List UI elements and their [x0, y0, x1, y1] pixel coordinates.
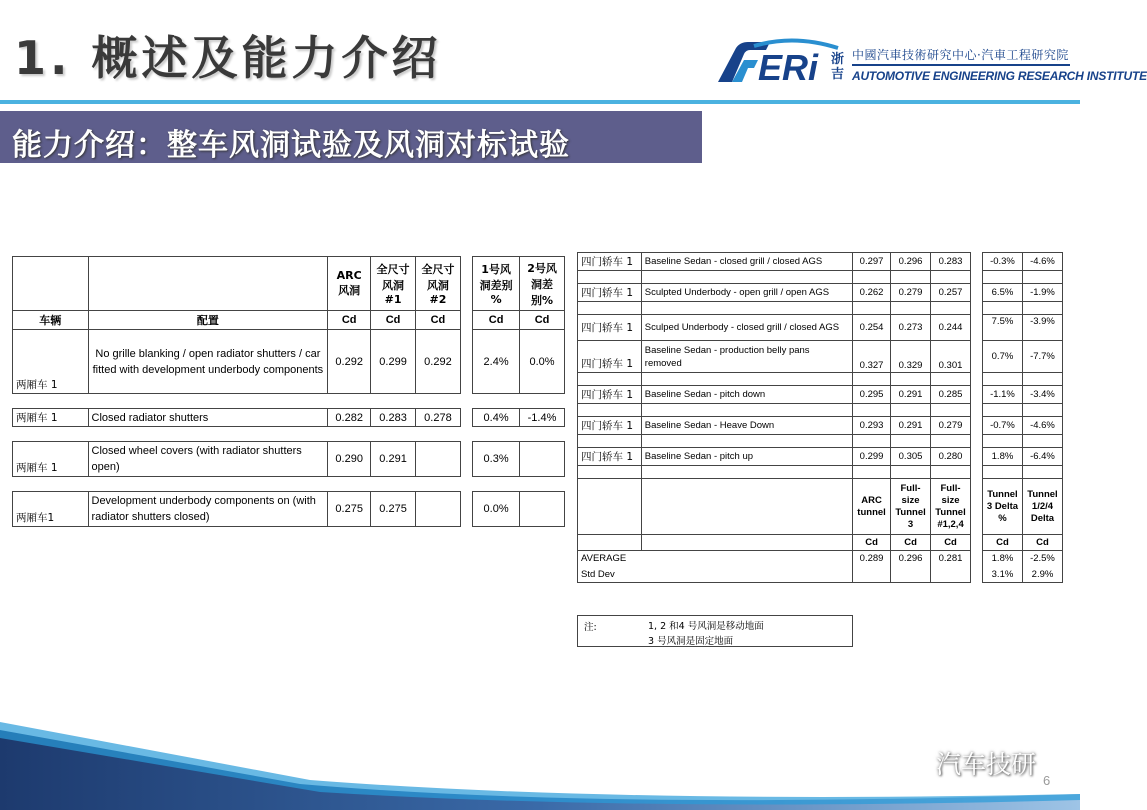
row-vehicle: 两厢车1: [13, 492, 89, 527]
header-arc: ARC 风洞: [328, 257, 371, 311]
row-arc: 0.254: [853, 315, 891, 341]
row-diff2: [520, 492, 565, 527]
table-row: [578, 284, 1063, 302]
stddev-d3: 3.1%: [982, 567, 1022, 583]
row-t3: 0.291: [891, 417, 931, 435]
section-title-bar: [0, 111, 702, 163]
average-t124: 0.281: [931, 551, 971, 567]
table-row: [578, 253, 1063, 271]
row-t124: 0.279: [931, 417, 971, 435]
row-vehicle: 四门轿车 1: [578, 341, 642, 373]
row-config: Development underbody components on (with radiator shutters closed): [88, 492, 328, 527]
page-number: 6: [1043, 773, 1051, 788]
row-arc: 0.282: [328, 409, 371, 427]
row-full2: [416, 492, 461, 527]
row-arc: 0.290: [328, 442, 371, 477]
header-blank: [88, 257, 328, 311]
row-vehicle: 两厢车 1: [13, 442, 89, 477]
stddev-d124: 2.9%: [1022, 567, 1062, 583]
row-full1: 0.275: [371, 492, 416, 527]
row-full2: 0.292: [416, 330, 461, 394]
note-line-2: 3 号风洞是固定地面: [648, 636, 734, 647]
row-diff1: 0.3%: [473, 442, 520, 477]
row-t124: 0.283: [931, 253, 971, 271]
row-arc: 0.295: [853, 386, 891, 404]
table-row: [13, 409, 565, 427]
table-row: [13, 492, 565, 527]
header-tunnel124: Full-size Tunnel #1,2,4: [931, 479, 971, 535]
row-config: Closed radiator shutters: [88, 409, 328, 427]
row-config: Baseline Sedan - closed grill / closed AGS: [641, 253, 852, 271]
page-title: 1. 概述及能力介绍: [14, 31, 442, 85]
row-d124: -4.6%: [1022, 253, 1062, 271]
row-arc: 0.299: [853, 448, 891, 466]
row-diff1: 2.4%: [473, 330, 520, 394]
row-diff2: 0.0%: [520, 330, 565, 394]
header-vehicle: 车辆: [13, 311, 89, 330]
row-d124: -3.4%: [1022, 386, 1062, 404]
average-label: AVERAGE: [578, 551, 853, 567]
row-config: Sculpted Underbody - open grill / open AGS: [641, 284, 852, 302]
row-d3: 7.5%: [982, 315, 1022, 341]
logo-seal: 浙吉: [831, 52, 845, 82]
header-diff1: 1号风洞差别 %: [473, 257, 520, 311]
row-config: Baseline Sedan - production belly pans removed: [641, 341, 852, 373]
row-vehicle: 两厢车 1: [13, 409, 89, 427]
table-row: [578, 341, 1063, 373]
row-t124: 0.257: [931, 284, 971, 302]
logo-divider: [852, 64, 1070, 66]
row-config: Closed wheel covers (with radiator shutters open): [88, 442, 328, 477]
average-d3: 1.8%: [982, 551, 1022, 567]
row-arc: 0.327: [853, 341, 891, 373]
row-d124: -3.9%: [1022, 315, 1062, 341]
table-row: [578, 315, 1063, 341]
row-t3: 0.296: [891, 253, 931, 271]
header-cd: Cd: [328, 311, 371, 330]
row-arc: 0.293: [853, 417, 891, 435]
row-d3: 0.7%: [982, 341, 1022, 373]
row-t124: 0.280: [931, 448, 971, 466]
row-t3: 0.291: [891, 386, 931, 404]
row-d124: -4.6%: [1022, 417, 1062, 435]
aeri-logo-mark: [714, 38, 844, 86]
row-arc: 0.262: [853, 284, 891, 302]
logo-chinese-name: 中國汽車技術研究中心·汽車工程研究院: [852, 48, 1069, 62]
header-full1: 全尺寸风洞 #1: [371, 257, 416, 311]
row-d124: -7.7%: [1022, 341, 1062, 373]
header-cd: Cd: [853, 535, 891, 551]
row-t3: 0.273: [891, 315, 931, 341]
svg-text:ERi: ERi: [758, 47, 819, 88]
row-config: Baseline Sedan - pitch up: [641, 448, 852, 466]
average-arc: 0.289: [853, 551, 891, 567]
row-vehicle: 四门轿车 1: [578, 284, 642, 302]
row-t3: 0.279: [891, 284, 931, 302]
table-row: [13, 442, 565, 477]
header-cd: Cd: [982, 535, 1022, 551]
note-label: 注:: [584, 622, 597, 633]
row-diff1: 0.4%: [473, 409, 520, 427]
header-cd: Cd: [473, 311, 520, 330]
row-config: Baseline Sedan - pitch down: [641, 386, 852, 404]
table-row: [13, 330, 565, 394]
row-full1: 0.299: [371, 330, 416, 394]
row-t124: 0.244: [931, 315, 971, 341]
average-row: [578, 551, 1063, 567]
row-d3: 6.5%: [982, 284, 1022, 302]
header-cd: Cd: [1022, 535, 1062, 551]
header-config: 配置: [88, 311, 328, 330]
header-tunnel124-delta: Tunnel 1/2/4 Delta: [1022, 479, 1062, 535]
logo-english-name: AUTOMOTIVE ENGINEERING RESEARCH INSTITUTE: [852, 69, 1147, 83]
row-d3: 1.8%: [982, 448, 1022, 466]
note-line-1: 1, 2 和4 号风洞是移动地面: [648, 621, 764, 632]
row-d3: -1.1%: [982, 386, 1022, 404]
row-d3: -0.3%: [982, 253, 1022, 271]
header-diff2: 2号风洞差别%: [520, 257, 565, 311]
header-arc-tunnel: ARC tunnel: [853, 479, 891, 535]
row-diff1: 0.0%: [473, 492, 520, 527]
header-tunnel3-delta: Tunnel 3 Delta %: [982, 479, 1022, 535]
header-blank: [13, 257, 89, 311]
stddev-row: [578, 567, 1063, 583]
header-tunnel3: Full-size Tunnel 3: [891, 479, 931, 535]
row-arc: 0.292: [328, 330, 371, 394]
row-vehicle: 四门轿车 1: [578, 448, 642, 466]
row-vehicle: 四门轿车 1: [578, 417, 642, 435]
aeri-logo: [714, 38, 1147, 88]
row-d124: -1.9%: [1022, 284, 1062, 302]
tunnel-note-box: [577, 615, 853, 647]
row-full2: 0.278: [416, 409, 461, 427]
row-full1: 0.291: [371, 442, 416, 477]
row-arc: 0.297: [853, 253, 891, 271]
row-config: Baseline Sedan - Heave Down: [641, 417, 852, 435]
hatchback-tunnel-comparison-table: [12, 256, 565, 527]
row-config: Sculped Underbody - closed grill / closed AGS: [641, 315, 852, 341]
table-row: [578, 448, 1063, 466]
row-full1: 0.283: [371, 409, 416, 427]
row-vehicle: 四门轿车 1: [578, 386, 642, 404]
header-cd: Cd: [416, 311, 461, 330]
row-vehicle: 四门轿车 1: [578, 315, 642, 341]
row-diff2: -1.4%: [520, 409, 565, 427]
average-d124: -2.5%: [1022, 551, 1062, 567]
row-arc: 0.275: [328, 492, 371, 527]
row-config: No grille blanking / open radiator shutters / car fitted with development underbody components: [88, 330, 328, 394]
header-cd: Cd: [371, 311, 416, 330]
row-t124: 0.301: [931, 341, 971, 373]
sedan-tunnel-comparison-table: [577, 252, 1063, 583]
row-t3: 0.305: [891, 448, 931, 466]
row-t3: 0.329: [891, 341, 931, 373]
row-t124: 0.285: [931, 386, 971, 404]
header-full2: 全尺寸风洞 #2: [416, 257, 461, 311]
row-diff2: [520, 442, 565, 477]
section-title: 能力介绍：整车风洞试验及风洞对标试验: [12, 128, 570, 163]
row-vehicle: 两厢车 1: [13, 330, 89, 394]
row-d124: -6.4%: [1022, 448, 1062, 466]
row-full2: [416, 442, 461, 477]
header-accent-rule: [0, 100, 1080, 104]
table-row: [578, 417, 1063, 435]
wechat-account-label: 汽车技研: [936, 750, 1037, 779]
table-row: [578, 386, 1063, 404]
row-vehicle: 四门轿车 1: [578, 253, 642, 271]
row-d3: -0.7%: [982, 417, 1022, 435]
stddev-label: Std Dev: [578, 567, 853, 583]
header-cd: Cd: [931, 535, 971, 551]
wechat-icon: [888, 750, 930, 780]
average-t3: 0.296: [891, 551, 931, 567]
column-header-row: [578, 479, 1063, 535]
header-cd: Cd: [520, 311, 565, 330]
header-cd: Cd: [891, 535, 931, 551]
